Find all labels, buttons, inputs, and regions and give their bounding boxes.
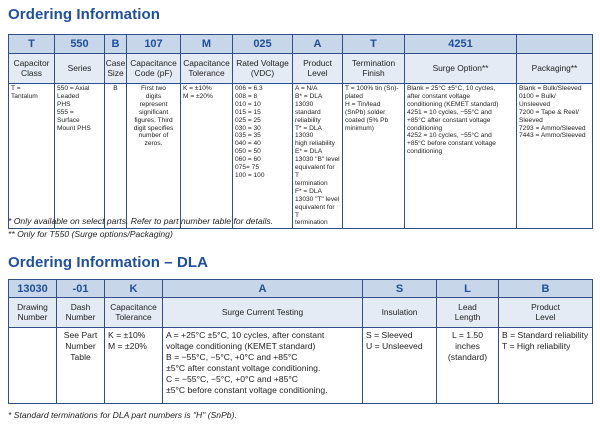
dla-cell-surge-current: A = +25°C ±5°C, 10 cycles, after constant voltage conditioning (KEMET standard) B = −55°C, −5°C, +0°C and +85°C ±5°C after constant voltage conditioning. C = −55°C, −5°C, +0°C and +85°C ±5°C before constant voltage conditioning. bbox=[163, 328, 363, 404]
dla-code-lead-length: L bbox=[437, 280, 499, 298]
dla-header-insulation: Insulation bbox=[363, 298, 437, 328]
cell-surge-option: Blank = 25°C ±5°C, 10 cycles, after constant voltage conditioning (KEMET standard) 4251 = 10 cycles, −55°C and +85°C after constant voltage conditioning 4252 = 10 cycles, −55°C and +85°C before constant voltage conditioning bbox=[405, 84, 517, 229]
cell-product-level: A = N/A B* = DLA 13030 standard reliability T* = DLA 13030 high reliability E* = DLA 13030 "B" level equivalent for T termination F* = DLA 13030 "T" level equivalent for T termination bbox=[293, 84, 343, 229]
dla-cell-insulation: S = Sleeved U = Unsleeved bbox=[363, 328, 437, 404]
ordering-information-table bbox=[8, 34, 593, 229]
code-surge-option: 4251 bbox=[405, 35, 517, 54]
header-product-level: Product Level bbox=[293, 54, 343, 84]
part-code-row bbox=[9, 35, 593, 54]
cell-capacitance-tolerance: K = ±10% M = ±20% bbox=[181, 84, 233, 229]
footnote-select-parts: * Only available on select parts. Refer to part number table for details. bbox=[8, 216, 274, 226]
dla-cell-product-level: B = Standard reliability T = High reliability bbox=[499, 328, 593, 404]
header-packaging: Packaging** bbox=[517, 54, 593, 84]
header-capacitor-class: Capacitor Class bbox=[9, 54, 55, 84]
dla-header-dash-number: Dash Number bbox=[57, 298, 105, 328]
cell-series: 550 = Axial Leaded PHS 555 = Surface Mount PHS bbox=[55, 84, 105, 229]
ordering-information-title: Ordering Information bbox=[8, 6, 160, 23]
code-product-level: A bbox=[293, 35, 343, 54]
dla-code-dash-number: -01 bbox=[57, 280, 105, 298]
dla-header-row bbox=[9, 298, 593, 328]
header-rated-voltage: Rated Voltage (VDC) bbox=[233, 54, 293, 84]
dla-code-drawing-number: 13030 bbox=[9, 280, 57, 298]
dla-cell-capacitance-tolerance: K = ±10% M = ±20% bbox=[105, 328, 163, 404]
dla-code-insulation: S bbox=[363, 280, 437, 298]
dla-code-surge: A bbox=[163, 280, 363, 298]
cell-capacitor-class: T = Tantalum bbox=[9, 84, 55, 229]
header-capacitance-code: Capacitance Code (pF) bbox=[127, 54, 181, 84]
header-capacitance-tolerance: Capacitance Tolerance bbox=[181, 54, 233, 84]
code-tolerance: M bbox=[181, 35, 233, 54]
dla-header-product-level: Product Level bbox=[499, 298, 593, 328]
cell-capacitance-code: First two digits represent significant figures. Third digit specifies number of zeros. bbox=[127, 84, 181, 229]
code-capacitor-class: T bbox=[9, 35, 55, 54]
cell-rated-voltage: 006 = 6.3 008 = 8 010 = 10 015 = 15 025 = 25 030 = 30 035 = 35 040 = 40 050 = 50 060 = 60 075= 75 100 = 100 bbox=[233, 84, 293, 229]
ordering-information-dla-title: Ordering Information – DLA bbox=[8, 254, 209, 271]
cell-termination-finish: T = 100% tin (Sn)- plated H = Tin/lead (SnPb) solder coated (5% Pb minimum) bbox=[343, 84, 405, 229]
code-rated-voltage: 025 bbox=[233, 35, 293, 54]
dla-cell-drawing-number bbox=[9, 328, 57, 404]
header-row bbox=[9, 54, 593, 84]
code-termination: T bbox=[343, 35, 405, 54]
dla-header-lead-length: Lead Length bbox=[437, 298, 499, 328]
cell-case-size: B bbox=[105, 84, 127, 229]
header-case-size: Case Size bbox=[105, 54, 127, 84]
table-row bbox=[9, 84, 593, 229]
dla-code-row bbox=[9, 280, 593, 298]
table-row bbox=[9, 328, 593, 404]
header-termination-finish: Termination Finish bbox=[343, 54, 405, 84]
code-series: 550 bbox=[55, 35, 105, 54]
dla-ordering-table bbox=[8, 279, 593, 404]
code-case-size: B bbox=[105, 35, 127, 54]
dla-header-drawing-number: Drawing Number bbox=[9, 298, 57, 328]
cell-packaging: Blank = Bulk/Sleeved 0100 = Bulk/ Unsleeved 7200 = Tape & Reel/ Sleeved 7293 = Ammo/Sleeved 7443 = Ammo/Sleeved bbox=[517, 84, 593, 229]
code-capacitance: 107 bbox=[127, 35, 181, 54]
dla-header-surge-current: Surge Current Testing bbox=[163, 298, 363, 328]
footnote-t550-only: ** Only for T550 (Surge options/Packaging) bbox=[8, 229, 173, 239]
dla-cell-dash-number: See Part Number Table bbox=[57, 328, 105, 404]
dla-code-product-level: B bbox=[499, 280, 593, 298]
footnote-dla-terminations: * Standard terminations for DLA part numbers is "H" (SnPb). bbox=[8, 410, 237, 420]
header-surge-option: Surge Option** bbox=[405, 54, 517, 84]
header-series: Series bbox=[55, 54, 105, 84]
dla-header-capacitance-tolerance: Capacitance Tolerance bbox=[105, 298, 163, 328]
dla-code-tolerance: K bbox=[105, 280, 163, 298]
code-packaging bbox=[517, 35, 593, 54]
dla-cell-lead-length: L = 1.50 inches (standard) bbox=[437, 328, 499, 404]
